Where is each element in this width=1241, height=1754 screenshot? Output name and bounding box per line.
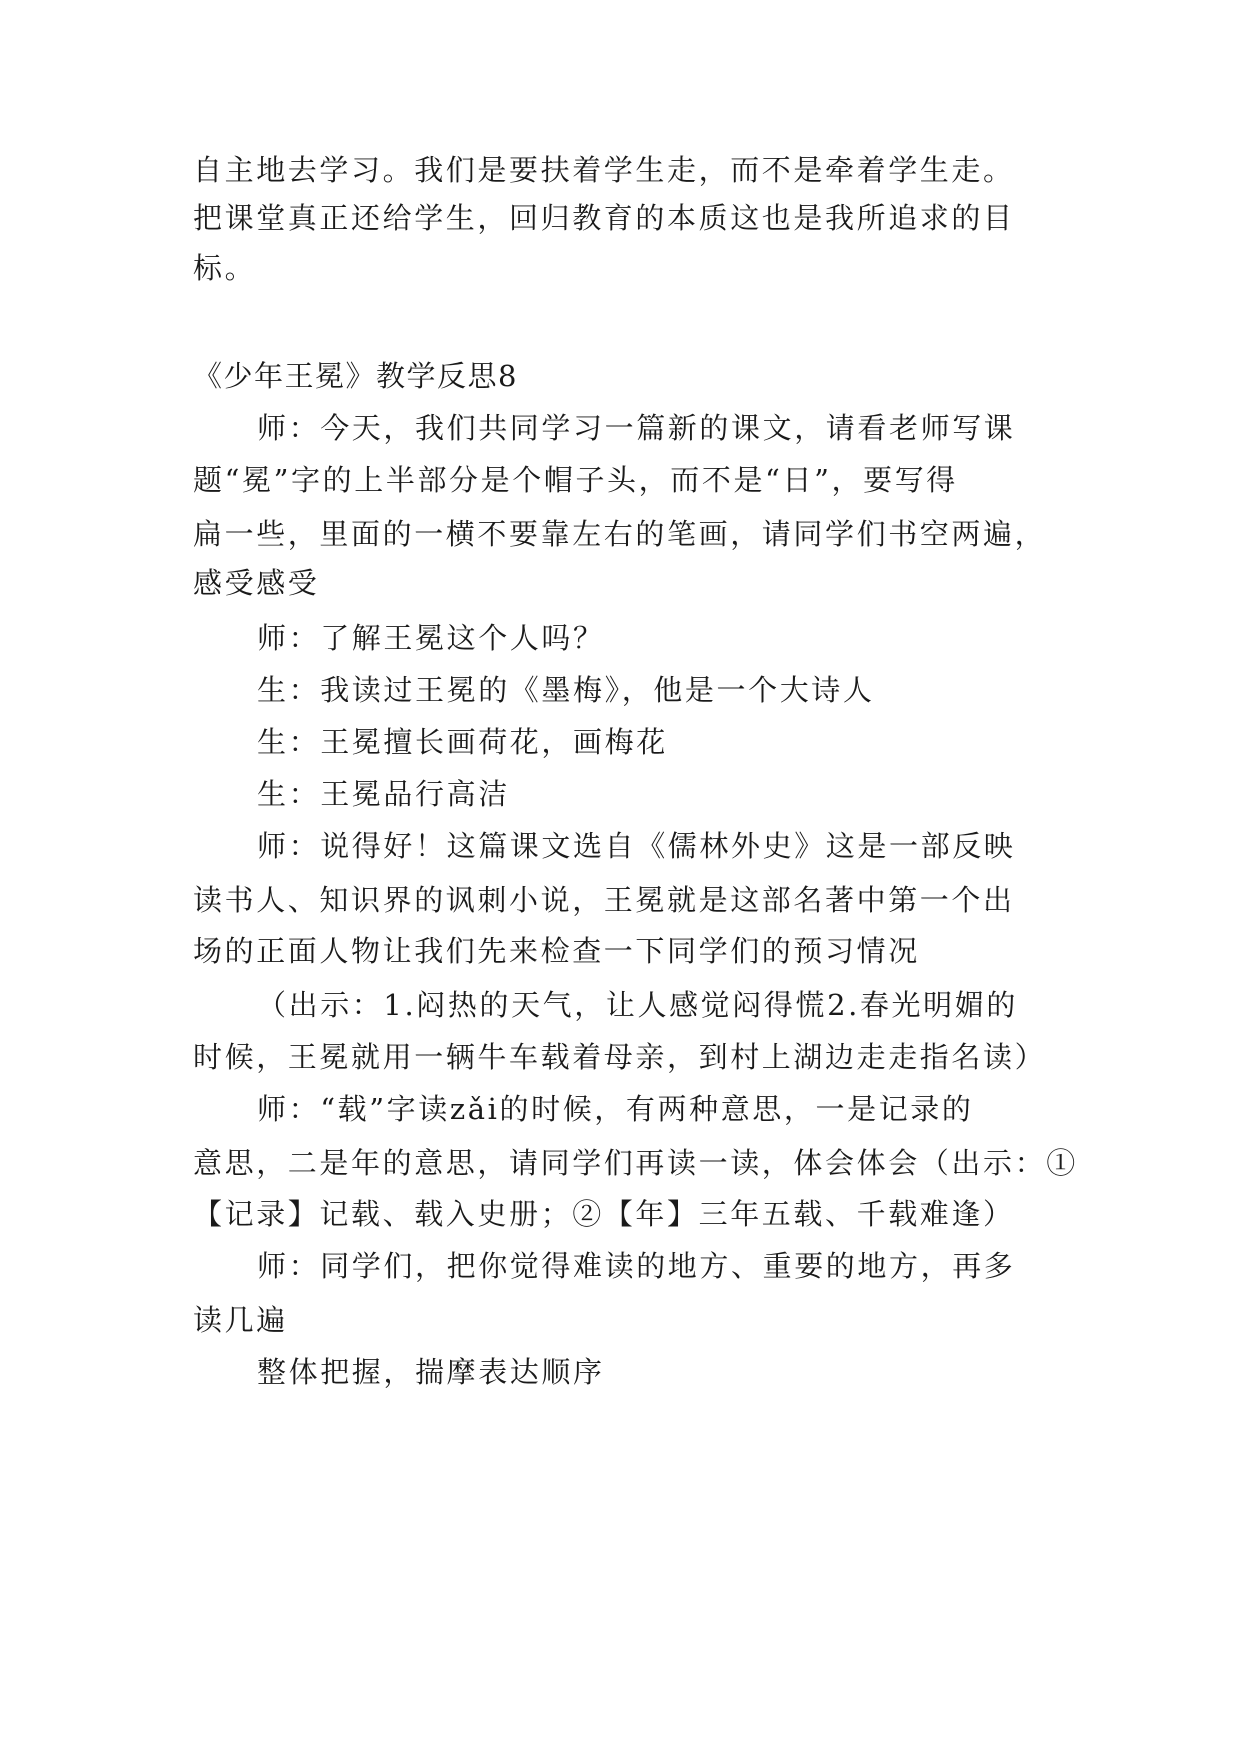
body-line-5: 师：了解王冕这个人吗？ (257, 621, 605, 655)
body-line-18: 读几遍 (193, 1303, 288, 1337)
body-line-1: 师：今天，我们共同学习一篇新的课文，请看老师写课 (257, 411, 1016, 445)
body-line-4: 感受感受 (193, 566, 320, 600)
body-line-8: 生：王冕品行高洁 (257, 777, 510, 811)
body-line-15: 意思，二是年的意思，请同学们再读一读，体会体会（出示：① (193, 1146, 1078, 1180)
body-line-14: 师：“载”字读zǎi的时候，有两种意思，一是记录的 (257, 1092, 974, 1126)
body-line-13: 时候，王冕就用一辆牛车载着母亲，到村上湖边走走指名读） (193, 1040, 1047, 1074)
body-line-16: 【记录】记载、载入史册；②【年】三年五载、千载难逢） (193, 1197, 1015, 1231)
body-line-12: （出示：1.闷热的天气，让人感觉闷得慌2.春光明媚的 (257, 988, 1018, 1022)
body-line-9: 师：说得好！这篇课文选自《儒林外史》这是一部反映 (257, 829, 1016, 863)
body-line-3: 扁一些，里面的一横不要靠左右的笔画，请同学们书空两遍， (193, 517, 1047, 551)
intro-line-1: 自主地去学习。我们是要扶着学生走，而不是牵着学生走。 (193, 153, 1015, 187)
body-line-17: 师：同学们，把你觉得难读的地方、重要的地方，再多 (257, 1249, 1016, 1283)
body-line-6: 生：我读过王冕的《墨梅》，他是一个大诗人 (257, 673, 875, 707)
section-title: 《少年王冕》教学反思8 (193, 359, 518, 393)
body-line-19: 整体把握，揣摩表达顺序 (257, 1355, 605, 1389)
intro-line-3: 标。 (193, 251, 257, 285)
intro-line-2: 把课堂真正还给学生，回归教育的本质这也是我所追求的目 (193, 201, 1015, 235)
body-line-10: 读书人、知识界的讽刺小说，王冕就是这部名著中第一个出 (193, 883, 1015, 917)
body-line-11: 场的正面人物让我们先来检查一下同学们的预习情况 (193, 934, 920, 968)
body-line-7: 生：王冕擅长画荷花，画梅花 (257, 725, 668, 759)
body-line-2: 题“冕”字的上半部分是个帽子头，而不是“日”，要写得 (193, 463, 958, 497)
